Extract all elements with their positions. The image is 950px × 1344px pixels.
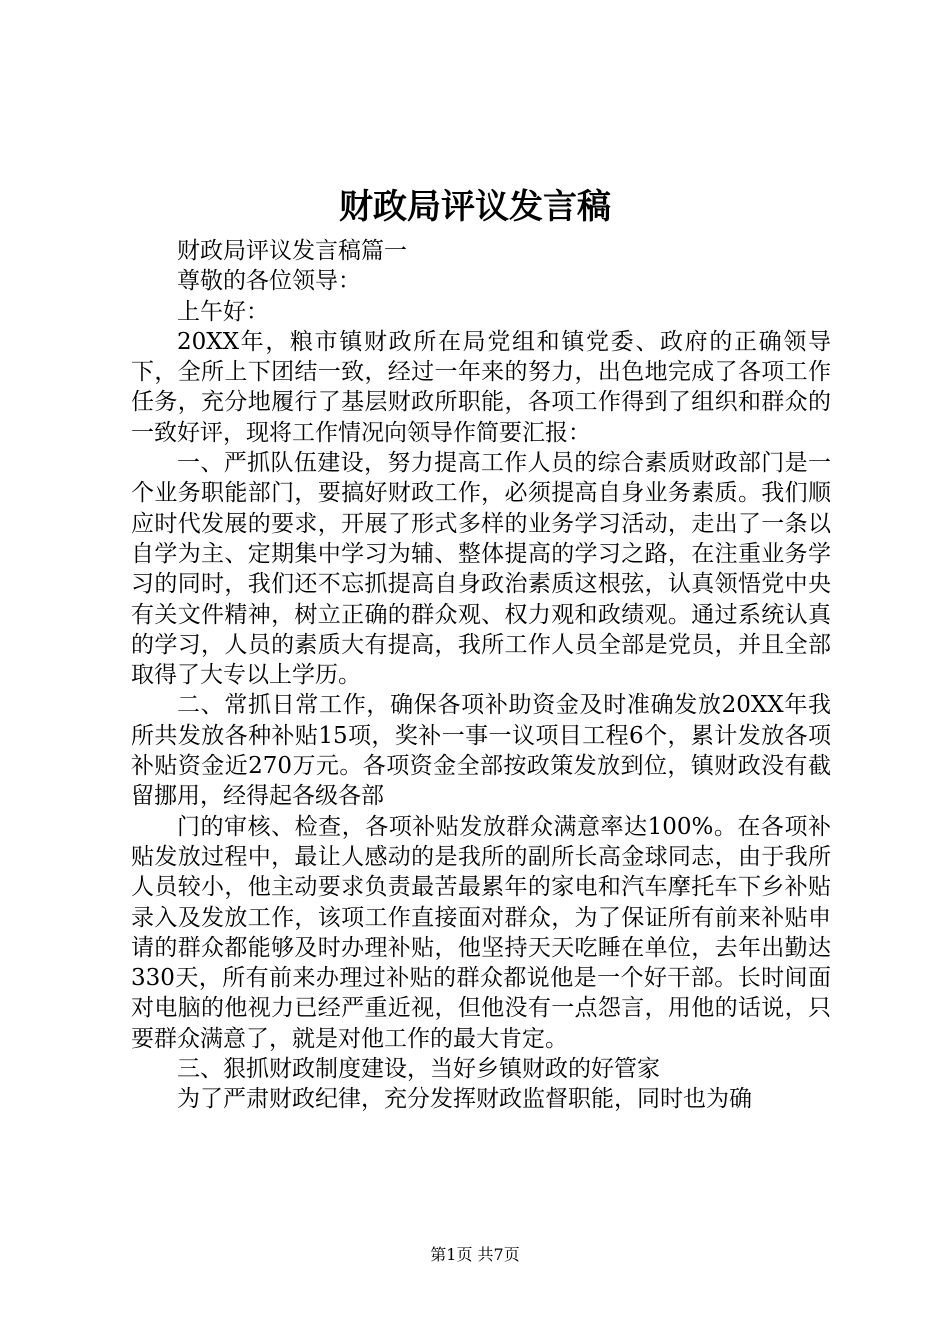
paragraph-section-two: 二、常抓日常工作，确保各项补助资金及时准确发放20XX年我所共发放各种补贴15项，奖补一事一议项目工程6个，累计发放各项补贴资金近270万元。各项资金全部按政策发放到位，镇财政没有截留挪用，经得起各级各部 (131, 692, 831, 810)
paragraph-heading: 财政局评议发言稿篇一 (177, 238, 407, 264)
paragraph-section-three-body: 为了严肃财政纪律，充分发挥财政监督职能，同时也为确 (177, 1086, 752, 1113)
paragraph-section-one: 一、严抓队伍建设，努力提高工作人员的综合素质财政部门是一个业务职能部门，要搞好财政工作，必须提高自身业务素质。我们顺应时代发展的要求，开展了形式多样的业务学习活动，走出了一条以自学为主、定期集中学习为辅、整体提高的学习之路，在注重业务学习的同时，我们还不忘抓提高自身政治素质这根弦，认真领悟党中央有关文件精神，树立正确的群众观、权力观和政绩观。通过系统认真的学习，人员的素质大有提高，我所工作人员全部是党员，并且全部取得了大专以上学历。 (131, 450, 831, 689)
paragraph-salutation: 尊敬的各位领导： (177, 268, 361, 295)
paragraph-intro: 20XX年，粮市镇财政所在局党组和镇党委、政府的正确领导下，全所上下团结一致，经过一年来的努力，出色地完成了各项工作任务，充分地履行了基层财政所职能，各项工作得到了组织和群众的一致好评，现将工作情况向领导作简要汇报： (131, 328, 831, 446)
document-title: 财政局评议发言稿 (339, 187, 611, 227)
document-body (131, 236, 831, 1115)
paragraph-section-two-cont: 门的审核、检查，各项补贴发放群众满意率达100%。在各项补贴发放过程中，最让人感动的是我所的副所长高金球同志，由于我所人员较小，他主动要求负责最苦最累年的家电和汽车摩托车下乡补贴录入及发放工作，该项工作直接面对群众，为了保证所有前来补贴申请的群众都能够及时办理补贴，他坚持天天吃睡在单位，去年出勤达330天，所有前来办理过补贴的群众都说他是一个好干部。长时间面对电脑的他视力已经严重近视，但他没有一点怨言，用他的话说，只要群众满意了，就是对他工作的最大肯定。 (131, 813, 831, 1052)
paragraph-greeting: 上午好： (177, 298, 269, 325)
page-footer: 第1页 共7页 (430, 1245, 520, 1264)
paragraph-section-three: 三、狠抓财政制度建设，当好乡镇财政的好管家 (177, 1056, 660, 1083)
